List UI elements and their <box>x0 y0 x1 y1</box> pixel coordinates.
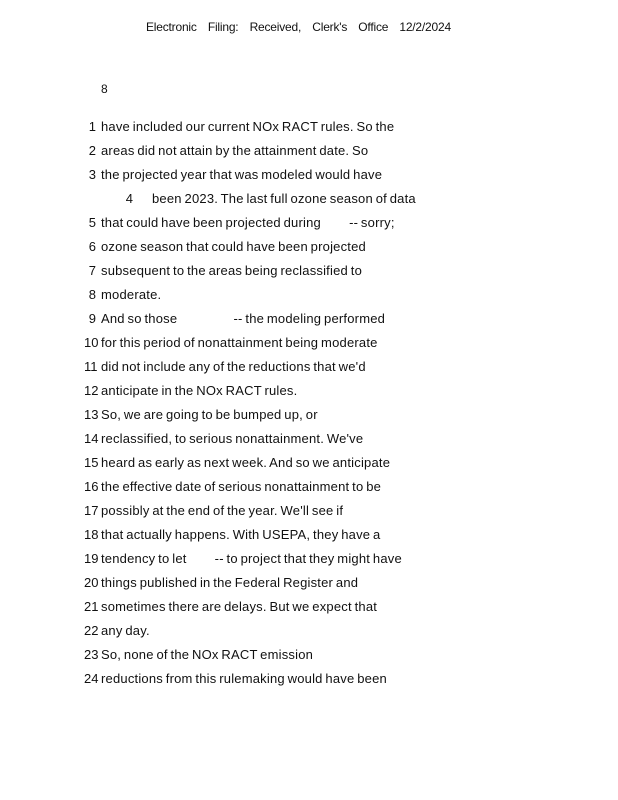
line-number: 3 <box>88 167 96 182</box>
transcript-line <box>0 573 618 597</box>
line-text: that actually happens. With USEPA, they have a <box>101 527 381 542</box>
line-text: any day. <box>101 623 150 638</box>
transcript-line <box>0 645 618 669</box>
line-text: that could have been projected during -- sorry; <box>101 215 395 230</box>
line-number: 20 <box>84 575 99 590</box>
line-text: things published in the Federal Register and <box>101 575 359 590</box>
transcript-line <box>0 117 618 141</box>
transcript-line <box>0 501 618 525</box>
line-number: 10 <box>84 335 99 350</box>
transcript-line <box>0 309 618 333</box>
transcript-line <box>0 669 618 693</box>
line-number: 14 <box>84 431 99 446</box>
transcript-line <box>0 141 618 165</box>
line-text: did not include any of the reductions that we'd <box>101 359 366 374</box>
line-text: the effective date of serious nonattainment to be <box>101 479 382 494</box>
line-text: been 2023. The last full ozone season of data <box>152 191 416 206</box>
line-text: moderate. <box>101 287 162 302</box>
line-number: 17 <box>84 503 99 518</box>
line-text: the projected year that was modeled would have <box>101 167 383 182</box>
line-number: 6 <box>88 239 96 254</box>
line-number: 8 <box>88 287 96 302</box>
transcript-line <box>0 405 618 429</box>
filing-header: Electronic Filing: Received, Clerk's Office 12/2/2024 <box>146 20 451 34</box>
transcript-line <box>0 621 618 645</box>
line-text: ozone season that could have been projected <box>101 239 366 254</box>
line-number: 11 <box>84 359 98 374</box>
line-number: 16 <box>84 479 99 494</box>
line-text: have included our current NOx RACT rules. So the <box>101 119 395 134</box>
line-text: So, none of the NOx RACT emission <box>101 647 314 662</box>
line-number: 23 <box>84 647 99 662</box>
line-text: for this period of nonattainment being moderate <box>101 335 378 350</box>
line-text: areas did not attain by the attainment date. So <box>101 143 369 158</box>
transcript-line <box>0 549 618 573</box>
line-number: 5 <box>88 215 96 230</box>
line-number: 15 <box>84 455 99 470</box>
transcript-line <box>0 213 618 237</box>
transcript-line <box>0 453 618 477</box>
transcript-line <box>0 285 618 309</box>
line-number: 2 <box>88 143 96 158</box>
line-text: sometimes there are delays. But we expect that <box>101 599 378 614</box>
transcript-line <box>0 237 618 261</box>
transcript-line <box>0 429 618 453</box>
transcript-line <box>0 165 618 189</box>
transcript-line <box>0 333 618 357</box>
line-text: reclassified, to serious nonattainment. We've <box>101 431 364 446</box>
line-text: subsequent to the areas being reclassified to <box>101 263 363 278</box>
line-number: 18 <box>84 527 99 542</box>
transcript-body <box>0 117 618 693</box>
transcript-line <box>0 525 618 549</box>
line-number: 1 <box>88 119 96 134</box>
line-number: 7 <box>88 263 96 278</box>
line-text: anticipate in the NOx RACT rules. <box>101 383 298 398</box>
line-text: possibly at the end of the year. We'll see if <box>101 503 344 518</box>
transcript-line <box>0 357 618 381</box>
line-number: 19 <box>84 551 99 566</box>
transcript-line <box>0 477 618 501</box>
line-number: 13 <box>84 407 99 422</box>
line-number: 4 <box>125 191 133 206</box>
transcript-line <box>0 189 618 213</box>
line-text: And so those -- the modeling performed <box>101 311 386 326</box>
transcript-line <box>0 597 618 621</box>
line-number: 21 <box>84 599 99 614</box>
line-number: 22 <box>84 623 99 638</box>
line-text: heard as early as next week. And so we anticipate <box>101 455 391 470</box>
line-number: 24 <box>84 671 99 686</box>
transcript-line <box>0 261 618 285</box>
line-number: 9 <box>88 311 96 326</box>
line-text: tendency to let -- to project that they might have <box>101 551 402 566</box>
page-number: 8 <box>101 82 108 96</box>
line-number: 12 <box>84 383 99 398</box>
line-text: reductions from this rulemaking would have been <box>101 671 387 686</box>
line-text: So, we are going to be bumped up, or <box>101 407 318 422</box>
transcript-line <box>0 381 618 405</box>
